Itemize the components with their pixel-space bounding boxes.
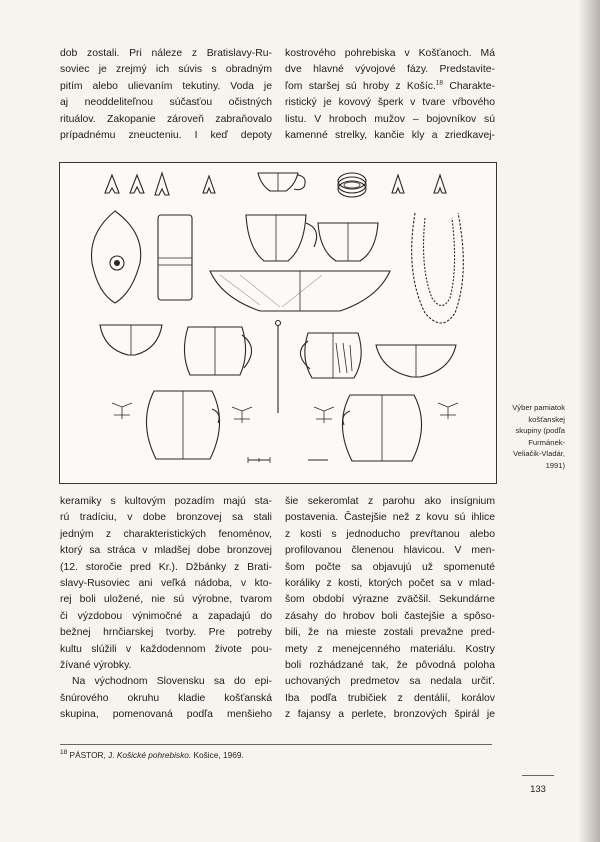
text-line: dob zostali. Pri náleze z Bratislavy-Ru- (60, 48, 272, 59)
caption-line: Furmánek- (528, 437, 565, 447)
text-line: pitím alebo ulievaním tekutiny. Voda je (60, 80, 272, 92)
text-line: rej boli uložené, nie sú výrobne, tvarom (60, 594, 272, 606)
text-line: šie sekeromlat z parohu ako insígnium (285, 496, 495, 507)
artifact-drawings (60, 163, 496, 483)
large-bowl-drawing (210, 271, 390, 311)
caption-line: skupiny (podľa (515, 426, 565, 435)
top-left-column (60, 46, 272, 144)
caption-line: košťanskej (528, 414, 565, 424)
text-line: šom období výrazne zväčšil. Sekundárne (285, 594, 495, 606)
stone-axe-drawing (91, 211, 140, 303)
top-right-column (285, 46, 495, 144)
text-line: rituálov. Zakopanie zároveň zabraňovalo (60, 113, 272, 125)
text-line: z fajansy a perlete, bronzových špirál je (285, 709, 495, 721)
artifact-figure (59, 162, 497, 484)
bowl-drawing (376, 345, 456, 377)
bottom-right-column (285, 494, 495, 724)
footnote-divider (60, 744, 492, 745)
footnote-number: 18 (60, 749, 68, 757)
decorated-jug-drawing (300, 333, 361, 378)
text-line: Na východnom Slovensku sa do epi- (72, 676, 272, 688)
text-line: boli rozhádzané tak, že pôvodná poloha (285, 660, 495, 672)
text-line: z kosti s jednoducho prevŕtanou alebo (285, 528, 495, 540)
text-line: šom počte sa objavujú už spomenuté (285, 561, 495, 573)
text-line: mety z menejcenného materiálu. Kostry (285, 643, 495, 655)
text-line: (12. storočie pred Kr.). Džbánky z Brati- (60, 561, 272, 573)
text-line: dve hlavné vývojové fázy. Predstavite- (285, 64, 495, 76)
ornament-motif-drawing (112, 403, 458, 423)
text-line: rú tradíciu, v dobe bronzovej sa stali (60, 512, 272, 524)
caption-line: Výber pamiatok (512, 403, 565, 412)
small-cup-drawing (258, 173, 305, 191)
text-line: koráliky z kosti, ktorých počet sa v mlad- (285, 578, 495, 590)
text-line: či výzdobou výnimočné a zapadajú do (60, 610, 272, 622)
text-fragment: ľom staršej sú hroby z Košíc. (285, 80, 436, 92)
text-line: žívané výrobky. (60, 660, 132, 672)
bottom-left-column (60, 494, 272, 724)
figure-caption (490, 402, 565, 471)
text-line: Iba podľa trubičiek z dentálií, korálov (285, 692, 495, 704)
spiral-ring-drawing (338, 173, 366, 197)
text-line: keramiky s kultovým pozadím majú sta- (60, 496, 272, 507)
cup-drawing (246, 215, 317, 261)
jug-drawing (184, 327, 251, 375)
text-line: profilovanou členenou hlavicou. V men- (285, 545, 495, 557)
text-line: kostrového pohrebiska v Košťanoch. Má (285, 48, 495, 59)
text-line: ristický je kovový šperk v tvare vŕbového (285, 97, 495, 109)
page-edge-shadow (578, 0, 600, 842)
large-vessel-drawing (146, 391, 270, 463)
footnote-reference[interactable]: 18 (435, 79, 444, 87)
text-line: slavy-Rusoviec ani veľká nádoba, v kto- (60, 578, 272, 590)
text-line: bili, že na mieste zostali prevažne pred- (285, 627, 495, 639)
text-line: kamenné strelky, kančie kly a zriedkavej- (285, 130, 495, 142)
page-number-rule (522, 775, 554, 776)
footnote-author: PÁSTOR, J. (69, 750, 115, 760)
text-line: listu. V hroboch mužov – bojovníkov sú (285, 113, 495, 125)
text-line: bežnej hrnčiarskej tvorby. Pre potreby (60, 627, 272, 639)
bead-necklace-drawing (412, 213, 464, 323)
text-fragment: Charakte- (443, 80, 495, 92)
large-vessel-drawing (308, 395, 422, 461)
text-line: skupina, pomenovaná podľa menšieho (60, 709, 272, 721)
footnote (60, 750, 244, 761)
text-line: prípadnému zneucteniu. I keď depoty (60, 130, 272, 142)
footnote-title: Košické pohrebisko. (116, 750, 192, 760)
text-line: uchovaných predmetov sa nedala určiť. (285, 676, 495, 688)
text-line-with-footnote (285, 79, 495, 95)
cup-drawing (318, 223, 378, 261)
bone-block-drawing (158, 215, 192, 300)
text-line: postavenia. Častejšie než z kovu sú ihlice (285, 512, 495, 524)
caption-line: Veliačik-Vladár, (513, 449, 565, 458)
bronze-pin-drawing (276, 321, 281, 414)
bowl-drawing (100, 325, 162, 355)
arrowhead-drawing (105, 173, 446, 195)
text-line: soviec je zrejmý ich súvis s obradným (60, 64, 272, 76)
text-line: zásahy do hrobov boli častejšie a spôso- (285, 610, 495, 622)
text-line: kultu slúžili v každodennom živote pou- (60, 643, 272, 655)
text-line: šnúrového okruhu kladie košťanská (60, 692, 272, 704)
text-line: aj neoddeliteľnou súčasťou očistných (60, 97, 272, 109)
page-number: 133 (530, 784, 546, 795)
text-line: ktorý sa stráca v mladšej dobe bronzovej (60, 545, 272, 557)
text-line: jedným z charakteristických fenoménov, (60, 528, 272, 540)
footnote-place-year: Košice, 1969. (193, 750, 244, 760)
caption-line: 1991) (545, 460, 565, 470)
